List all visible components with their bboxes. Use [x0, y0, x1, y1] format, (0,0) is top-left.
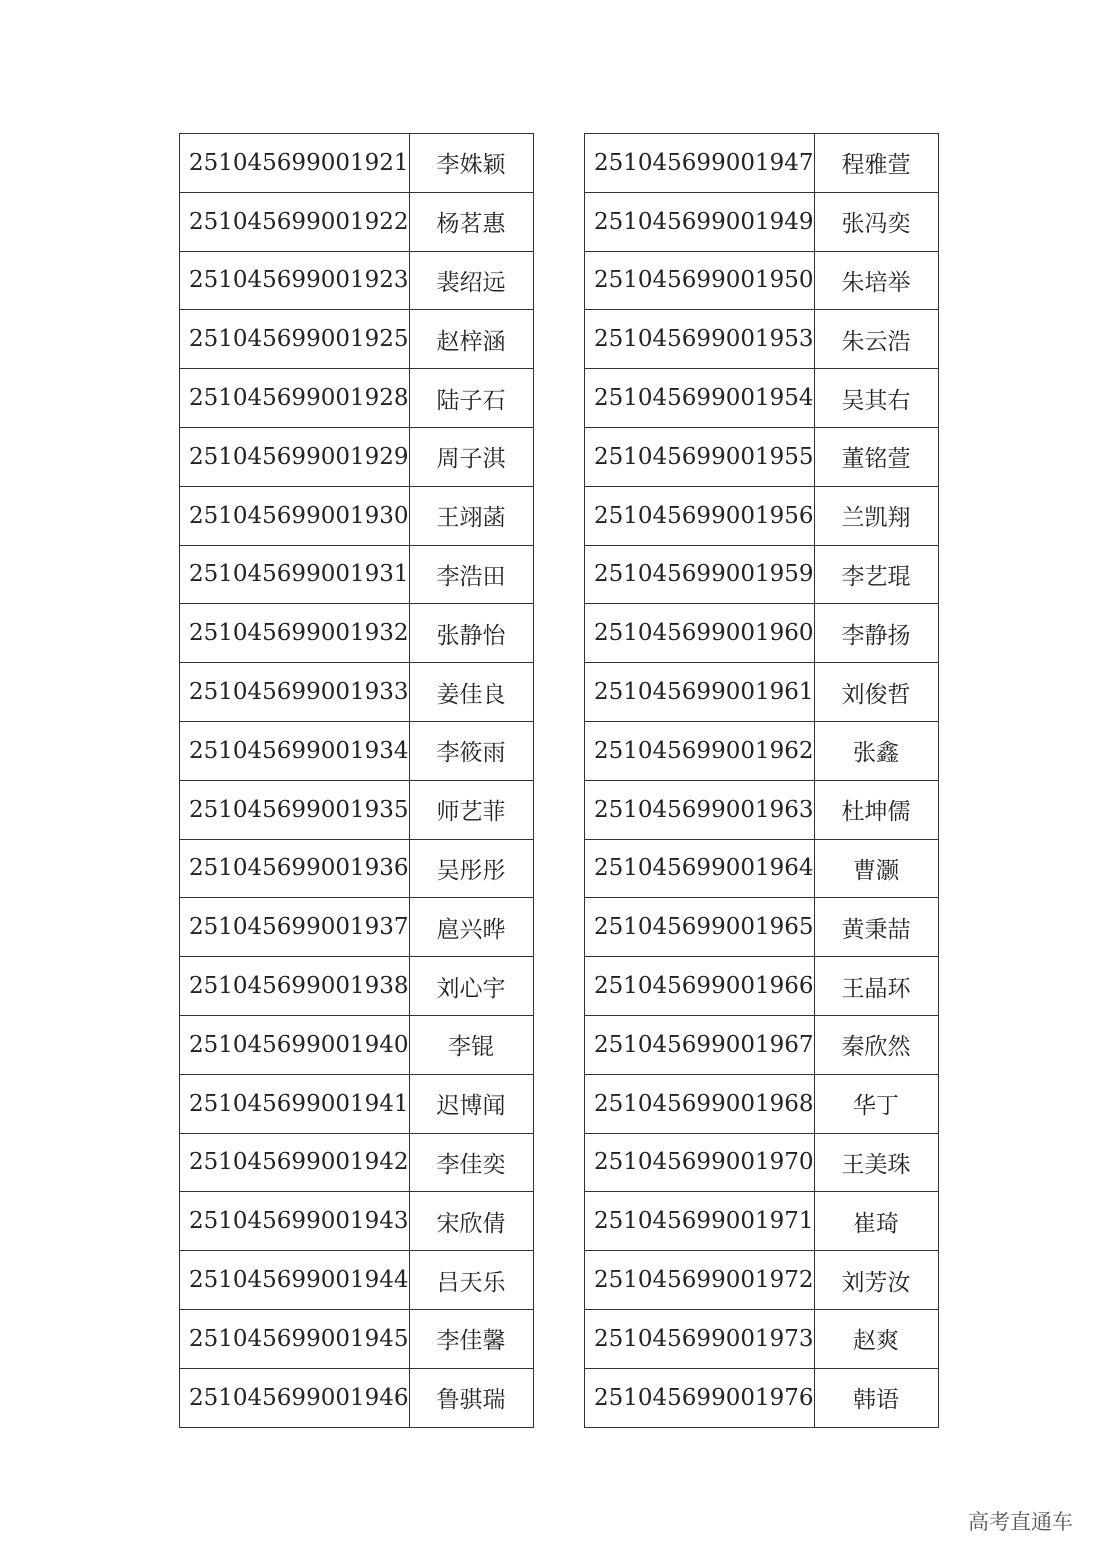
student-name-cell: 吴其右 — [814, 369, 938, 428]
student-name-cell: 周子淇 — [409, 427, 533, 486]
table-row — [180, 251, 534, 310]
student-name-cell: 张鑫 — [814, 721, 938, 780]
exam-number-cell: 251045699001931 — [180, 545, 410, 604]
student-name-cell: 杜坤儒 — [814, 780, 938, 839]
student-name-cell: 李佳奕 — [409, 1133, 533, 1192]
watermark-text: 高考直通车 — [968, 1510, 1073, 1534]
table-row — [585, 1074, 939, 1133]
table-row — [180, 1368, 534, 1427]
exam-number-cell: 251045699001922 — [180, 192, 410, 251]
student-name-cell: 裴绍远 — [409, 251, 533, 310]
table-row — [180, 957, 534, 1016]
table-row — [180, 780, 534, 839]
table-row — [585, 1133, 939, 1192]
table-row — [585, 545, 939, 604]
table-row — [180, 839, 534, 898]
table-row — [585, 780, 939, 839]
table-row — [585, 310, 939, 369]
exam-number-cell: 251045699001929 — [180, 427, 410, 486]
student-name-cell: 刘芳汝 — [814, 1251, 938, 1310]
student-name-cell: 吕天乐 — [409, 1251, 533, 1310]
exam-number-cell: 251045699001944 — [180, 1251, 410, 1310]
student-name-cell: 曹灏 — [814, 839, 938, 898]
student-name-cell: 李浩田 — [409, 545, 533, 604]
exam-number-cell: 251045699001930 — [180, 486, 410, 545]
exam-number-cell: 251045699001959 — [585, 545, 815, 604]
exam-number-cell: 251045699001967 — [585, 1015, 815, 1074]
exam-number-cell: 251045699001938 — [180, 957, 410, 1016]
table-row — [585, 1309, 939, 1368]
exam-number-cell: 251045699001956 — [585, 486, 815, 545]
exam-number-cell: 251045699001964 — [585, 839, 815, 898]
student-name-cell: 董铭萱 — [814, 427, 938, 486]
table-row — [585, 1251, 939, 1310]
table-row — [585, 1192, 939, 1251]
exam-number-cell: 251045699001966 — [585, 957, 815, 1016]
table-row — [585, 192, 939, 251]
table-row — [585, 721, 939, 780]
student-name-cell: 李筱雨 — [409, 721, 533, 780]
student-name-cell: 王美珠 — [814, 1133, 938, 1192]
exam-number-cell: 251045699001970 — [585, 1133, 815, 1192]
table-row — [180, 486, 534, 545]
exam-number-cell: 251045699001962 — [585, 721, 815, 780]
student-name-cell: 师艺菲 — [409, 780, 533, 839]
table-row — [585, 486, 939, 545]
exam-number-cell: 251045699001923 — [180, 251, 410, 310]
exam-number-cell: 251045699001932 — [180, 604, 410, 663]
exam-number-cell: 251045699001934 — [180, 721, 410, 780]
student-name-cell: 姜佳良 — [409, 663, 533, 722]
table-row — [585, 604, 939, 663]
table-row — [585, 427, 939, 486]
student-name-cell: 杨茗惠 — [409, 192, 533, 251]
exam-number-cell: 251045699001946 — [180, 1368, 410, 1427]
student-name-cell: 李姝颖 — [409, 134, 533, 193]
table-row — [180, 1074, 534, 1133]
exam-number-cell: 251045699001935 — [180, 780, 410, 839]
exam-number-cell: 251045699001945 — [180, 1309, 410, 1368]
exam-number-cell: 251045699001965 — [585, 898, 815, 957]
exam-number-cell: 251045699001925 — [180, 310, 410, 369]
exam-number-cell: 251045699001961 — [585, 663, 815, 722]
exam-number-cell: 251045699001921 — [180, 134, 410, 193]
table-row — [180, 1192, 534, 1251]
table-row — [180, 310, 534, 369]
exam-number-cell: 251045699001947 — [585, 134, 815, 193]
exam-number-cell: 251045699001933 — [180, 663, 410, 722]
student-name-cell: 李佳馨 — [409, 1309, 533, 1368]
exam-number-cell: 251045699001940 — [180, 1015, 410, 1074]
exam-number-cell: 251045699001936 — [180, 839, 410, 898]
exam-number-cell: 251045699001963 — [585, 780, 815, 839]
table-row — [585, 1015, 939, 1074]
student-name-cell: 李锟 — [409, 1015, 533, 1074]
exam-number-cell: 251045699001960 — [585, 604, 815, 663]
student-name-cell: 扈兴晔 — [409, 898, 533, 957]
table-row — [180, 427, 534, 486]
student-name-cell: 韩语 — [814, 1368, 938, 1427]
exam-number-cell: 251045699001953 — [585, 310, 815, 369]
student-name-cell: 赵梓涵 — [409, 310, 533, 369]
exam-number-cell: 251045699001971 — [585, 1192, 815, 1251]
student-name-cell: 兰凯翔 — [814, 486, 938, 545]
exam-number-cell: 251045699001973 — [585, 1309, 815, 1368]
student-name-cell: 黄秉喆 — [814, 898, 938, 957]
exam-number-cell: 251045699001949 — [585, 192, 815, 251]
table-row — [180, 663, 534, 722]
student-name-cell: 王晶环 — [814, 957, 938, 1016]
table-row — [180, 192, 534, 251]
student-name-cell: 崔琦 — [814, 1192, 938, 1251]
student-name-cell: 程雅萱 — [814, 134, 938, 193]
exam-number-cell: 251045699001941 — [180, 1074, 410, 1133]
exam-number-cell: 251045699001942 — [180, 1133, 410, 1192]
exam-number-cell: 251045699001943 — [180, 1192, 410, 1251]
exam-number-cell: 251045699001928 — [180, 369, 410, 428]
student-table-right — [584, 133, 939, 1428]
table-row — [585, 957, 939, 1016]
table-row — [585, 839, 939, 898]
exam-number-cell: 251045699001937 — [180, 898, 410, 957]
table-row — [180, 1251, 534, 1310]
table-row — [180, 1015, 534, 1074]
student-name-cell: 陆子石 — [409, 369, 533, 428]
table-row — [180, 604, 534, 663]
student-name-cell: 刘心宇 — [409, 957, 533, 1016]
student-name-cell: 赵爽 — [814, 1309, 938, 1368]
student-name-cell: 朱云浩 — [814, 310, 938, 369]
table-row — [180, 545, 534, 604]
student-name-cell: 吴彤彤 — [409, 839, 533, 898]
table-row — [180, 721, 534, 780]
student-name-cell: 宋欣倩 — [409, 1192, 533, 1251]
table-row — [585, 663, 939, 722]
exam-number-cell: 251045699001968 — [585, 1074, 815, 1133]
table-row — [585, 1368, 939, 1427]
table-row — [585, 898, 939, 957]
exam-number-cell: 251045699001976 — [585, 1368, 815, 1427]
student-name-cell: 李静扬 — [814, 604, 938, 663]
student-name-cell: 王翊菡 — [409, 486, 533, 545]
table-row — [180, 369, 534, 428]
exam-number-cell: 251045699001950 — [585, 251, 815, 310]
table-row — [180, 898, 534, 957]
table-row — [585, 134, 939, 193]
student-name-cell: 秦欣然 — [814, 1015, 938, 1074]
student-name-cell: 鲁骐瑞 — [409, 1368, 533, 1427]
student-table-left — [179, 133, 534, 1428]
exam-number-cell: 251045699001972 — [585, 1251, 815, 1310]
student-name-cell: 李艺琨 — [814, 545, 938, 604]
table-row — [180, 134, 534, 193]
student-name-cell: 朱培举 — [814, 251, 938, 310]
table-row — [585, 369, 939, 428]
table-row — [180, 1133, 534, 1192]
student-name-cell: 张冯奕 — [814, 192, 938, 251]
exam-number-cell: 251045699001954 — [585, 369, 815, 428]
student-name-cell: 迟博闻 — [409, 1074, 533, 1133]
student-name-cell: 张静怡 — [409, 604, 533, 663]
student-name-cell: 华丁 — [814, 1074, 938, 1133]
student-name-cell: 刘俊哲 — [814, 663, 938, 722]
table-row — [585, 251, 939, 310]
table-row — [180, 1309, 534, 1368]
exam-number-cell: 251045699001955 — [585, 427, 815, 486]
